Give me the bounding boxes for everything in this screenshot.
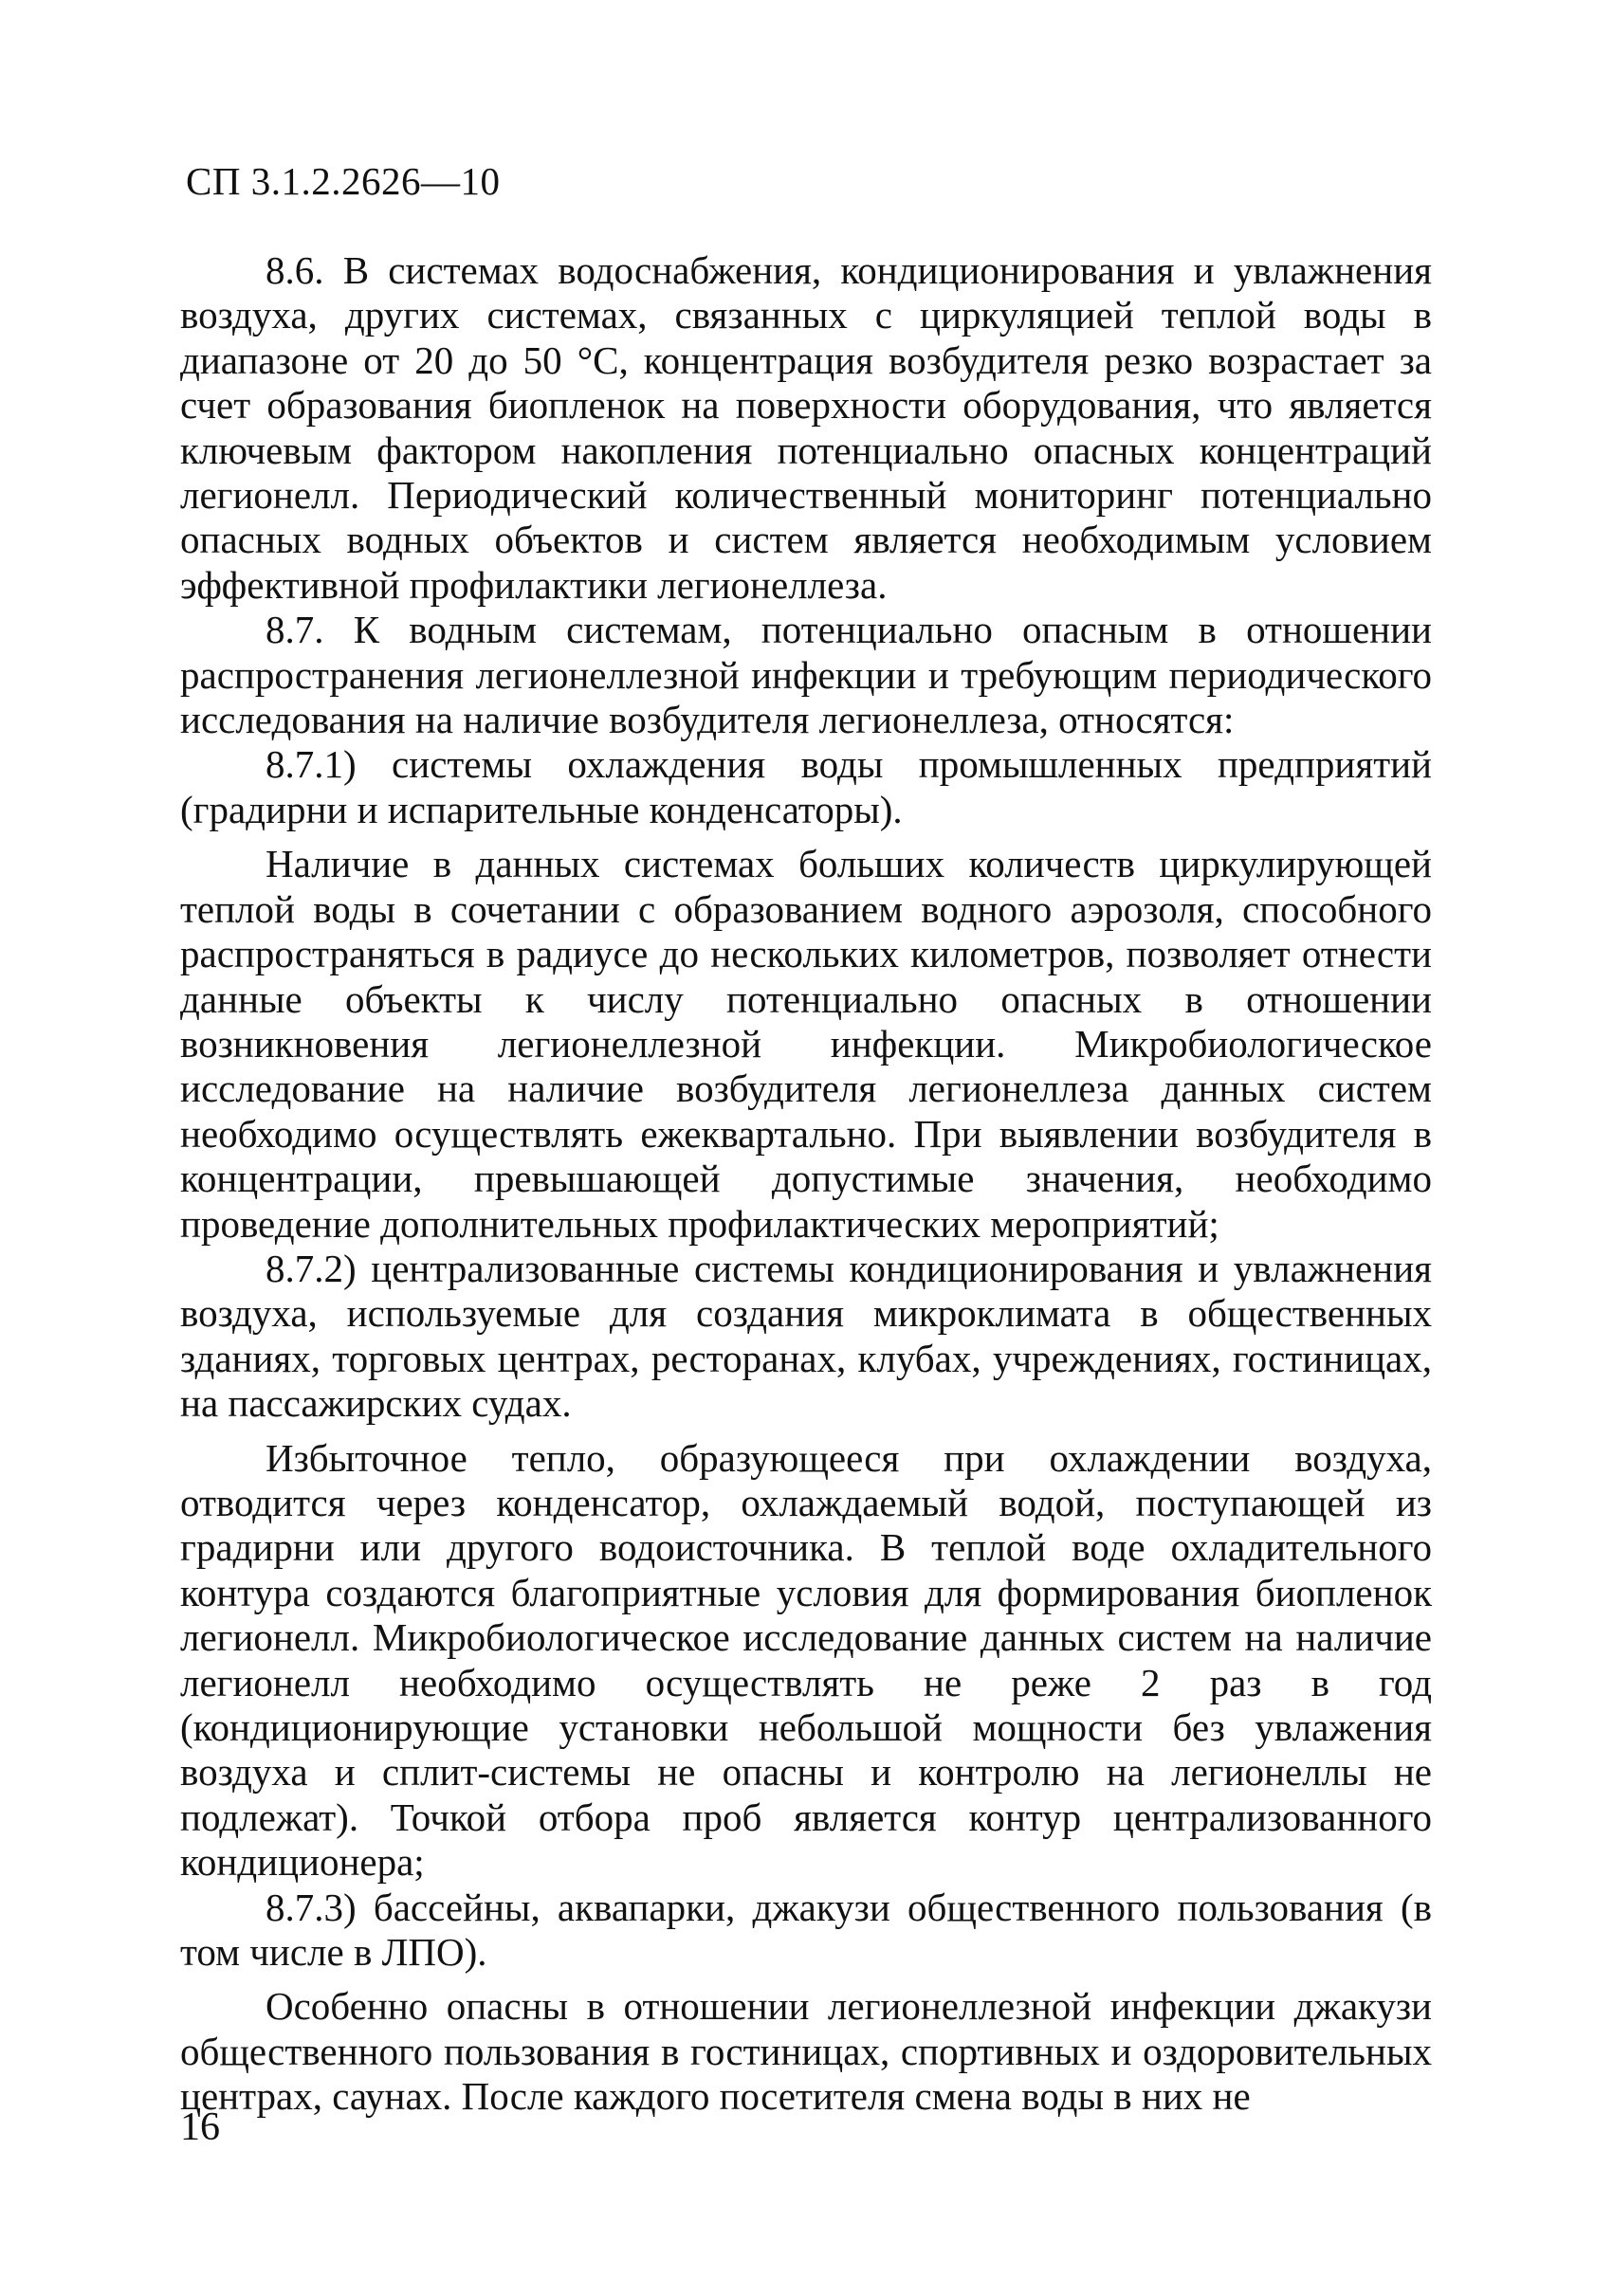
paragraph-8-7: 8.7. К водным системам, потенциально опасным в отношении распространения легионеллезной инфекции и требующим периодического исследования на наличие возбудителя легионеллеза, относятся: xyxy=(180,608,1432,742)
paragraph-8-7-3: 8.7.3) бассейны, аквапарки, джакузи общественного пользования (в том числе в ЛПО). xyxy=(180,1885,1432,1975)
page-number: 16 xyxy=(180,2105,220,2149)
paragraph-8-7-1: 8.7.1) системы охлаждения воды промышленных предприятий (градирни и испарительные конденсаторы). xyxy=(180,742,1432,831)
paragraph-cooling-systems-note: Наличие в данных системах больших количеств циркулирующей теплой воды в сочетании с образованием водного аэрозоля, способного распространяться в радиусе до нескольких километров, позволяет отнести данные объекты к числу потенциально опасных в отношении возникновения легионеллезной инфекции. Микробиологическое исследование на наличие возбудителя легионеллеза данных систем необходимо осуществлять ежеквартально. При выявлении возбудителя в концентрации, превышающей допустимые значения, необходимо проведение дополнительных профилактических мероприятий; xyxy=(180,842,1432,1246)
paragraph-8-6: 8.6. В системах водоснабжения, кондиционирования и увлажнения воздуха, других системах, связанных с циркуляцией теплой воды в диапазоне от 20 до 50 °С, концентрация возбудителя резко возрастает за счет образования биопленок на поверхности оборудования, что является ключевым фактором накопления потенциально опасных концентраций легионелл. Периодический количественный мониторинг потенциально опасных водных объектов и систем является необходимым условием эффективной профилактики легионеллеза. xyxy=(180,248,1432,607)
document-body xyxy=(180,248,1432,2120)
paragraph-excess-heat-note: Избыточное тепло, образующееся при охлаждении воздуха, отводится через конденсатор, охлаждаемый водой, поступающей из градирни или другого водоисточника. В теплой воде охладительного контура создаются благоприятные условия для формирования биопленок легионелл. Микробиологическое исследование данных систем на наличие легионелл необходимо осуществлять не реже 2 раз в год (кондиционирующие установки небольшой мощности без увлажения воздуха и сплит-системы не опасны и контролю на легионеллы не подлежат). Точкой отбора проб является контур централизованного кондиционера; xyxy=(180,1435,1432,1885)
paragraph-8-7-2: 8.7.2) централизованные системы кондиционирования и увлажнения воздуха, используемые для создания микроклимата в общественных зданиях, торговых центрах, ресторанах, клубах, учреждениях, гостиницах, на пассажирских судах. xyxy=(180,1246,1432,1426)
document-code-header: СП 3.1.2.2626—10 xyxy=(186,159,501,203)
paragraph-jacuzzi-note: Особенно опасны в отношении легионеллезной инфекции джакузи общественного пользования в гостиницах, спортивных и оздоровительных центрах, саунах. После каждого посетителя смена воды в них не xyxy=(180,1984,1432,2119)
